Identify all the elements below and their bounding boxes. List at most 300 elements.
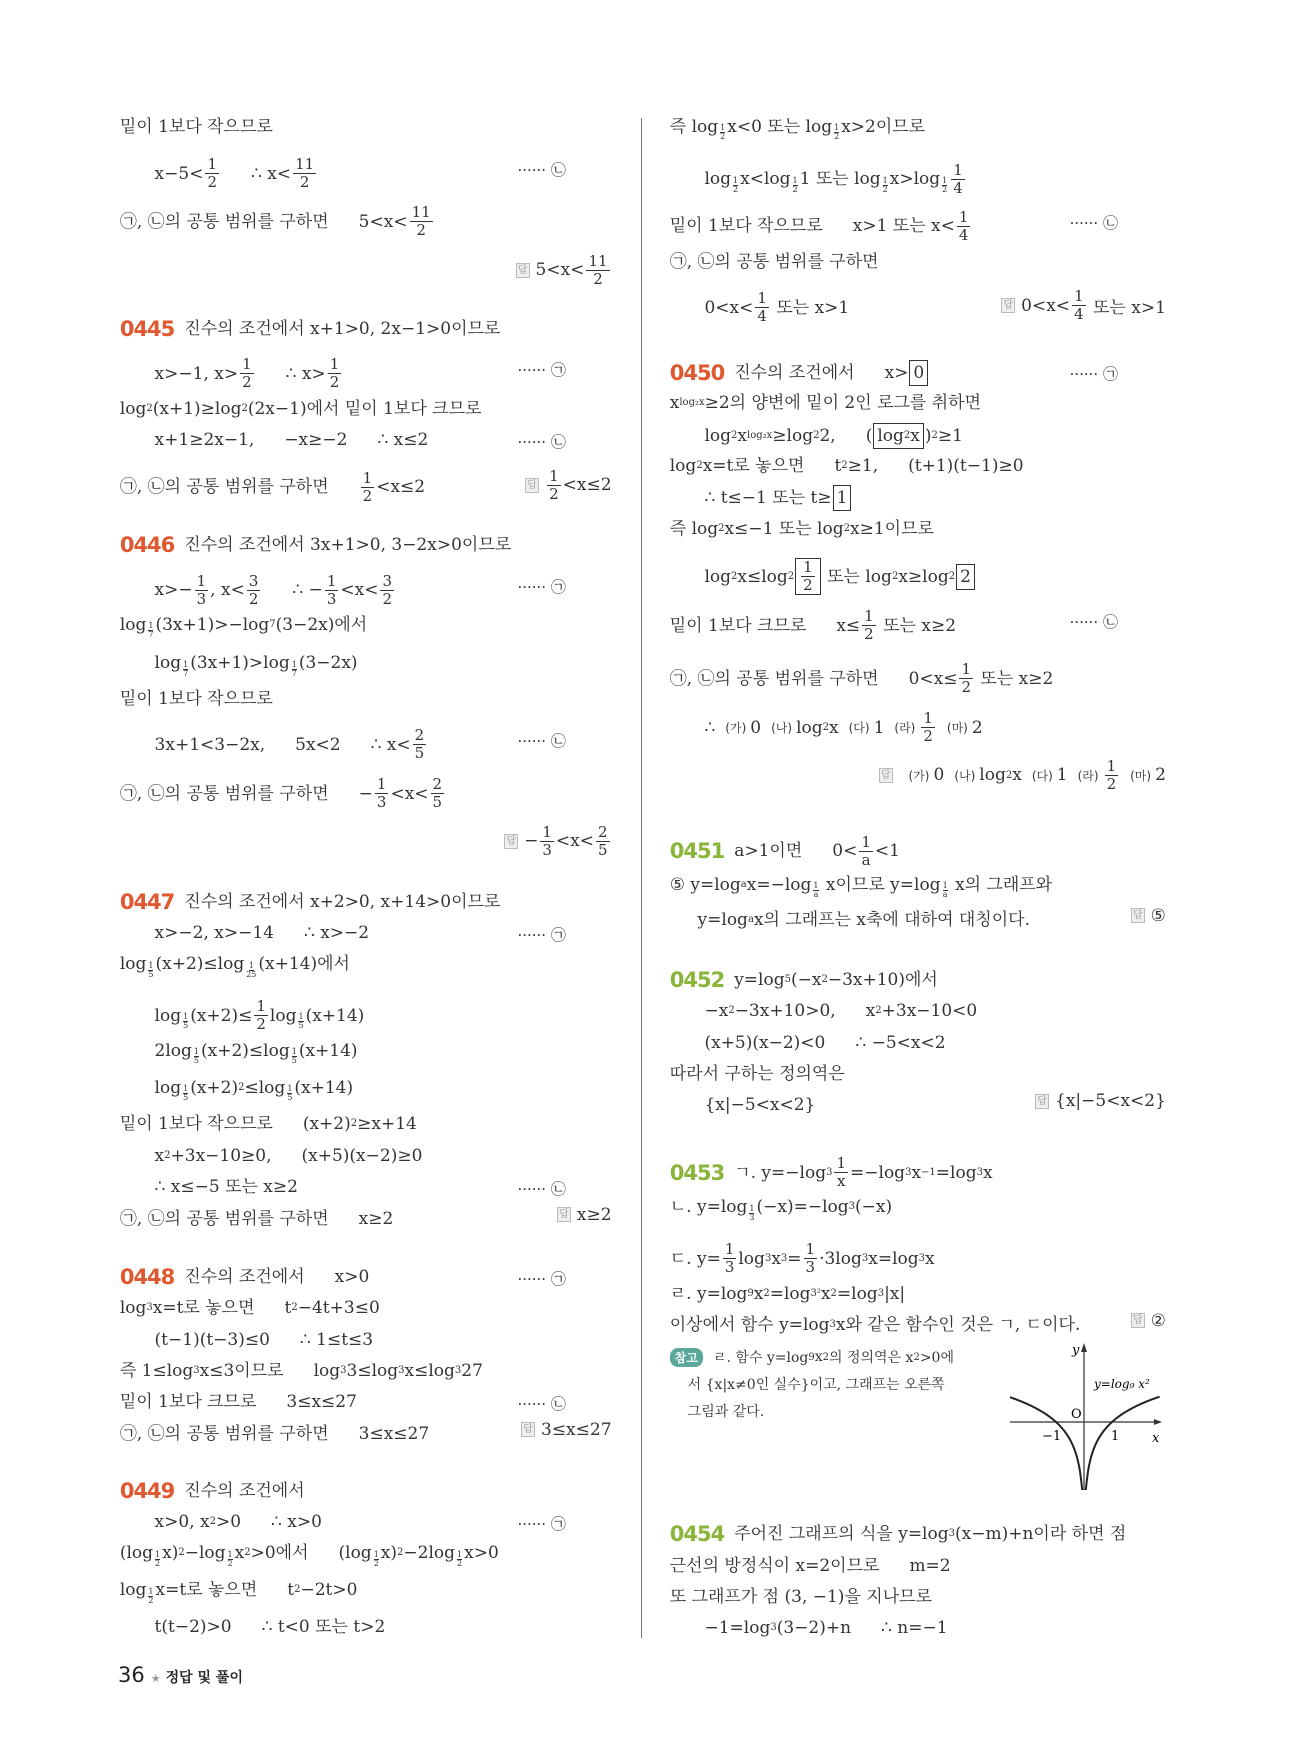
numerator: 1 (549, 466, 559, 485)
text-line (119, 1541, 499, 1568)
math-text: 진수의 조건에서 (184, 1266, 305, 1287)
math-text: 또는 log (821, 566, 892, 587)
expression (120, 115, 273, 139)
math-text: x=−log (746, 874, 812, 895)
log-base-fraction (148, 962, 153, 979)
answer-icon: 답 (1037, 1095, 1048, 1107)
equation-tag (517, 1393, 565, 1414)
subscript: 5 (784, 974, 791, 985)
text-line (704, 1616, 947, 1640)
math-text: ㄴ. y=log (669, 1197, 748, 1218)
denominator: 2 (329, 373, 340, 392)
math-text: x> (884, 362, 909, 383)
text-line (155, 428, 429, 452)
math-text: (x+14) (298, 1040, 358, 1061)
expression (704, 1031, 825, 1055)
fraction (328, 356, 342, 391)
denominator: 2 (248, 589, 259, 608)
fraction (413, 727, 427, 762)
math-text: ≥1, (847, 455, 879, 476)
math-text: ≥x+14 (357, 1114, 417, 1135)
equation-tag (517, 431, 565, 452)
math-text: log (119, 1580, 147, 1601)
text-line (670, 1155, 993, 1190)
denominator: 2 (148, 1595, 154, 1605)
expression (155, 921, 274, 945)
numerator: 1 (733, 175, 739, 185)
math-text: = (787, 1248, 802, 1269)
math-text: (−x (790, 970, 822, 990)
y-axis-label: y (1072, 1343, 1080, 1358)
math-text: 또는 x≥2 (975, 668, 1054, 689)
blank-box (956, 564, 975, 590)
math-text: x (820, 1283, 831, 1304)
math-text: 밑이 1보다 크므로 (669, 615, 807, 636)
text-line (670, 608, 956, 643)
problem-number: 0448 (119, 1264, 175, 1289)
math-text: 3x+1<3−2x, (154, 734, 266, 755)
denominator: 2 (416, 221, 426, 240)
math-text: (x+2) (302, 1114, 351, 1135)
log-base-fraction (942, 177, 947, 194)
problem-number: 0449 (119, 1478, 175, 1503)
subscript: 3 (948, 1528, 955, 1540)
text-line (704, 710, 982, 745)
fraction (1105, 758, 1119, 793)
math-text: 0< (832, 841, 858, 862)
denominator: 7 (148, 630, 154, 640)
log-base-fraction (749, 1205, 754, 1222)
subscript: 3 (770, 1622, 777, 1634)
log-base-fraction (183, 1013, 188, 1030)
denominator: 2 (256, 1015, 266, 1034)
numerator: 11 (295, 155, 315, 173)
problem-number: 0447 (119, 889, 175, 914)
subscript: 9 (808, 1351, 815, 1363)
denominator: 4 (958, 225, 969, 244)
math-text: log (738, 1248, 765, 1269)
math-text: (x+14) (294, 1077, 354, 1098)
circled-mark: ㉡ (1102, 613, 1118, 632)
expression (908, 454, 1023, 478)
x-axis-arrow-icon (1154, 1419, 1162, 1425)
denominator: 2 (942, 184, 948, 194)
expression (262, 1615, 386, 1639)
expression (300, 1328, 373, 1352)
numerator: 1 (227, 1549, 233, 1559)
math-text: +3x−10≥0, (170, 1145, 272, 1166)
math-text: |x| (884, 1283, 906, 1304)
math-text: 또는 x>1 (1087, 298, 1166, 319)
math-text: m=2 (909, 1555, 951, 1576)
star-icon: ★ (150, 1672, 161, 1685)
text-line (704, 423, 962, 449)
dots-leader: ······ (517, 161, 547, 179)
math-text: (3−2)+n (776, 1618, 852, 1639)
denominator: 2 (733, 184, 739, 194)
answer-icon: 답 (517, 264, 528, 276)
curve-label: y=log₉ x² (1094, 1377, 1150, 1391)
math-text: ㉠, ㉡의 공통 범위를 구하면 (119, 211, 329, 232)
expression (669, 115, 926, 142)
fraction (723, 1241, 737, 1276)
numerator: 1 (326, 571, 337, 590)
superscript: 2 (728, 1005, 735, 1017)
circled-mark: ㉠ (550, 1269, 566, 1288)
math-text: (−x) (855, 1197, 893, 1218)
fraction (859, 834, 873, 869)
math-text: x≥log (898, 566, 949, 587)
math-text: x>log (889, 169, 941, 190)
denominator: 2 (549, 484, 559, 503)
numerator: 1 (953, 160, 963, 179)
log-base-fraction (183, 661, 188, 678)
math-text: x≤3이므로 (199, 1360, 284, 1381)
numerator: 11 (411, 203, 431, 222)
expression (302, 1144, 423, 1168)
expression (120, 687, 273, 711)
text-line (704, 1031, 945, 1055)
expression (704, 710, 982, 745)
answer (557, 1205, 611, 1225)
math-text: 진수의 조건에서 x+1>0, 2x−1>0이므로 (184, 319, 501, 340)
text-line (670, 1522, 1127, 1546)
dots-leader: ······ (517, 732, 547, 751)
expression (670, 517, 934, 541)
superscript: 2 (913, 1351, 920, 1363)
expression (371, 727, 429, 762)
text-line (154, 651, 358, 678)
expression (271, 1510, 322, 1534)
numerator: 1 (207, 155, 217, 173)
subscript: 2 (731, 570, 738, 582)
fraction (293, 156, 316, 191)
text-line (669, 115, 926, 142)
math-text: 2, (819, 425, 836, 446)
expression (698, 908, 1030, 932)
log-base-fraction (733, 177, 738, 194)
expression (670, 214, 823, 238)
math-text: +3x−10<0 (881, 1001, 978, 1022)
fraction (431, 776, 445, 811)
log-base-fraction (374, 1551, 379, 1568)
numerator: 1 (792, 175, 798, 185)
math-text: ∴ (704, 717, 716, 738)
subscript: 3 (764, 1252, 772, 1264)
numerator: 1 (805, 1240, 816, 1259)
math-text: 27 (461, 1360, 483, 1381)
circled-mark: ㉠ (1102, 364, 1118, 383)
expression (119, 613, 368, 640)
expression (909, 661, 1054, 696)
text-line (119, 613, 368, 640)
superscript: 2 (841, 459, 848, 471)
subscript: 3 (829, 1318, 836, 1330)
subscript: 3 (340, 1364, 347, 1376)
y-axis-arrow-icon (1081, 1343, 1087, 1352)
math-text: <x< (555, 831, 594, 852)
text-line (704, 999, 977, 1023)
text-line (120, 204, 435, 239)
item-label: (가) (725, 720, 747, 735)
expression (836, 608, 956, 643)
log-base-fraction (883, 177, 888, 194)
numerator: 2 (597, 822, 608, 841)
expression (251, 156, 318, 191)
numerator: 1 (148, 621, 154, 631)
expression (335, 1265, 370, 1289)
fraction (410, 204, 433, 239)
text-line (698, 908, 1030, 932)
numerator: 1 (720, 123, 726, 133)
denominator: 2 (803, 576, 813, 595)
log-base-fraction (287, 1085, 292, 1102)
circled-mark: ㉡ (550, 161, 566, 179)
equation-tag (517, 1513, 565, 1534)
denominator: 2 (1106, 774, 1117, 793)
math-text: x=log (868, 1248, 919, 1269)
denominator: 2 (720, 132, 726, 142)
math-text: x>2이므로 (841, 116, 926, 137)
math-text: log (119, 614, 147, 635)
dots-leader: ······ (517, 1395, 547, 1414)
math-text: <1 (874, 841, 900, 862)
origin-label: O (1071, 1407, 1082, 1422)
math-text: log (979, 765, 1006, 786)
math-text: ) (924, 425, 932, 446)
text-line (670, 517, 934, 541)
subscript: 2 (948, 570, 956, 582)
text-line (120, 1390, 357, 1414)
problem-number: 0452 (669, 968, 725, 992)
circled-mark: ㉡ (550, 1395, 566, 1414)
answer-icon: 답 (523, 1424, 533, 1436)
math-text: x) (162, 1543, 179, 1564)
math-text: ② (1150, 1310, 1166, 1331)
fraction (547, 468, 561, 503)
math-text: 2 (971, 717, 983, 738)
text-line (704, 485, 852, 511)
expression (120, 1296, 255, 1320)
curve-right (1085, 1397, 1160, 1490)
expression (853, 209, 973, 244)
math-text: ∴ x< (251, 163, 292, 184)
dots-leader: ······ (517, 433, 547, 452)
math-text: 또는 x>1 (770, 297, 850, 318)
denominator: 3 (196, 589, 207, 608)
math-text: x≤log (737, 566, 788, 587)
text-line (155, 1175, 298, 1199)
math-text: ㄹ. 함수 y=log (712, 1350, 809, 1367)
math-text: −2log (403, 1543, 456, 1564)
denominator: 2 (792, 184, 798, 194)
math-text: <x< (390, 783, 429, 804)
item-label: (마) (946, 720, 968, 735)
subscript: 3 (826, 1166, 833, 1178)
expression (834, 454, 878, 478)
expression (303, 1112, 417, 1136)
expression (120, 397, 482, 421)
numerator: 1 (882, 175, 888, 185)
math-text: ∴ x≤2 (377, 430, 429, 451)
math-text: (2x−1)에서 밑이 1보다 크므로 (247, 398, 482, 419)
fraction (596, 824, 610, 859)
superscript: 2 (350, 1118, 358, 1130)
math-text: ∴ − (292, 580, 323, 601)
expression (832, 834, 900, 869)
text-line (155, 1144, 423, 1168)
math-text: ≥1 (937, 425, 963, 446)
math-text: 즉 log (669, 116, 719, 137)
expression (377, 428, 428, 452)
math-text: x (814, 1349, 823, 1366)
math-text: {x|−5<x<2} (704, 1095, 816, 1116)
math-text: x>−2, x>−14 (154, 922, 274, 943)
text-line (155, 1615, 386, 1639)
math-text: (x+2)≤ (190, 1005, 253, 1026)
expression (734, 1522, 1126, 1546)
tick-neg-one: −1 (1042, 1429, 1062, 1444)
math-text: 진수의 조건에서 (734, 362, 855, 383)
subscript: 3 (976, 1166, 983, 1178)
expression (670, 1282, 905, 1306)
math-text: x≤−1 또는 log (724, 518, 844, 539)
expression (285, 1296, 380, 1320)
answer (1035, 1091, 1166, 1111)
numerator: 1 (183, 1012, 189, 1022)
expression (287, 1578, 357, 1602)
fraction (804, 1241, 818, 1276)
x-axis-label: x (1152, 1431, 1160, 1446)
math-text: y=log (734, 970, 785, 990)
fraction (205, 156, 219, 191)
numerator: 1 (248, 960, 254, 970)
answer-icon: 답 (1133, 1315, 1143, 1327)
math-text: x (154, 1145, 165, 1166)
answer (1131, 1311, 1166, 1331)
circled-mark: ㉡ (550, 1180, 566, 1199)
math-text: log (119, 954, 147, 975)
text-line (670, 250, 879, 274)
math-text: log (796, 717, 823, 738)
text-line (670, 661, 1054, 696)
math-text: (x+2)≤log (201, 1040, 290, 1061)
fraction (1072, 288, 1086, 323)
expression (119, 952, 350, 979)
expression (184, 1479, 304, 1503)
denominator: 5 (432, 793, 443, 812)
math-text: x>0 (464, 1543, 499, 1564)
math-text: 즉 1≤log (119, 1360, 194, 1381)
expression (670, 667, 879, 691)
circled-mark: ㉠ (550, 925, 566, 944)
numerator: 1 (923, 709, 933, 728)
math-text: 밑이 1보다 작으므로 (119, 1114, 273, 1135)
expression (119, 1541, 309, 1568)
answer (879, 758, 1166, 793)
math-text: 밑이 1보다 작으므로 (669, 216, 823, 237)
expression (155, 998, 365, 1033)
numerator: 1 (291, 659, 297, 669)
expression (304, 921, 369, 945)
dots-leader: ······ (517, 361, 547, 380)
fraction (375, 776, 389, 811)
log-base-fraction (246, 962, 256, 979)
math-text: ㄱ. y=−log (734, 1162, 827, 1183)
math-text: 0 (913, 362, 925, 383)
text-line (704, 558, 975, 595)
text-line (670, 360, 929, 386)
expression (734, 1155, 992, 1190)
subscript: 7 (269, 618, 276, 630)
math-text: >0 (215, 1512, 242, 1533)
expression (155, 1175, 298, 1199)
text-line (670, 391, 981, 415)
math-text: log (704, 425, 732, 446)
math-text: 따라서 구하는 정의역은 (669, 1064, 845, 1085)
log-base-fraction (720, 124, 725, 141)
math-text: −4t+3≤0 (297, 1298, 380, 1319)
math-text: 서 {x|x≠0인 실수}이고, 그래프는 오른쪽 (687, 1377, 945, 1394)
expression (359, 204, 435, 239)
numerator: 1 (155, 1549, 161, 1559)
denominator: a (942, 890, 948, 900)
subscript: 3 (861, 1252, 869, 1264)
blank-box (909, 360, 928, 386)
circled-mark: ㉡ (1102, 213, 1118, 232)
math-text: x) (380, 1543, 398, 1564)
math-text: 1 (836, 488, 848, 509)
expression (670, 391, 981, 415)
math-text: log (154, 1077, 182, 1098)
fraction (586, 253, 609, 288)
equation-tag (1070, 611, 1118, 632)
blank-box (833, 485, 852, 511)
subscript: 3 (398, 1364, 405, 1376)
math-text: ≥2의 양변에 밑이 2인 로그를 취하면 (704, 393, 982, 414)
equation-tag (517, 730, 565, 751)
math-text: ㉠, ㉡의 공통 범위를 구하면 (669, 252, 879, 273)
expression (286, 356, 344, 391)
expression (359, 1207, 394, 1231)
text-line (155, 156, 319, 191)
math-text: =log (769, 1283, 811, 1304)
expression (120, 1207, 329, 1231)
equation-tag (517, 576, 565, 597)
denominator: 5 (414, 744, 425, 763)
math-text: ≤log (244, 1077, 286, 1098)
subscript: 2 (1005, 769, 1013, 781)
dots-leader: ······ (517, 1180, 547, 1199)
math-text: x (1012, 765, 1022, 786)
dots-leader: ······ (517, 925, 547, 944)
math-text: x<log (740, 169, 791, 190)
problem-number: 0445 (119, 317, 175, 342)
math-text: ( (865, 425, 873, 446)
expression (154, 1039, 358, 1066)
math-text: x와 같은 함수인 것은 ㄱ, ㄷ이다. (835, 1314, 1081, 1335)
answer (525, 468, 611, 503)
expression (704, 999, 835, 1023)
math-text: 3≤x≤27 (286, 1392, 357, 1413)
text-line (120, 533, 511, 557)
text-line (155, 573, 396, 608)
subscript: 2 (241, 402, 248, 414)
expression (120, 210, 329, 234)
text-line (120, 397, 482, 421)
math-text: −2t>0 (300, 1580, 358, 1601)
math-text: x>−1, x> (154, 363, 239, 384)
